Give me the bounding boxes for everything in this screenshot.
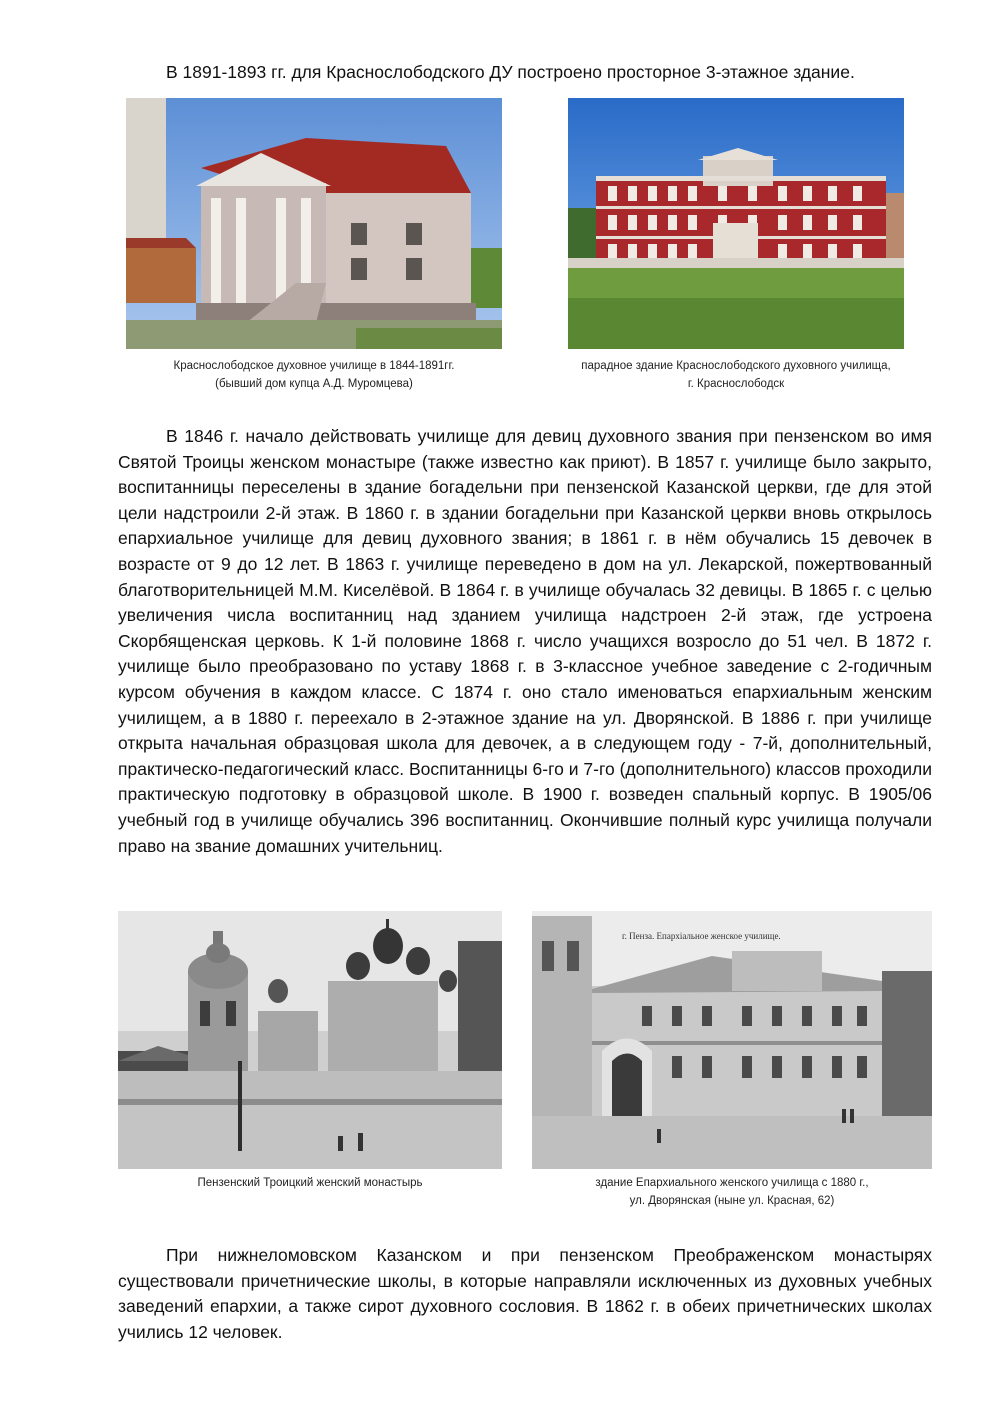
photo-old-school <box>126 98 502 349</box>
caption-line-1: здание Епархиального женского училища с 1880 г., <box>595 1177 869 1189</box>
caption-line-1: Краснослободское духовное училище в 1844-1891гг. <box>173 360 455 372</box>
caption-photo-eparchial-school <box>522 1174 942 1210</box>
caption-line-1: парадное здание Краснослободского духовного училища, <box>581 360 891 372</box>
paragraph-history: В 1846 г. начало действовать училище для девиц духовного звания при пензенском во имя Святой Троицы женском монастыре (также известно как приют). В 1857 г. училище было закрыто, воспитанницы переселены в здание богадельни при пензенской Казанской церкви, где для этой цели надстроили 2-й этаж. В 1860 г. в здании богадельни при Казанской церкви вновь открылось епархиальное училище для девиц духовного звания; в 1861 г. в нём обучались 15 девочек в возрасте от 9 до 12 лет. В 1863 г. училище переведено в дом на ул. Лекарской, пожертвованный благотворительницей М.М. Киселёвой. В 1864 г. в училище обучалась 32 девицы. В 1865 г. с целью увеличения числа воспитанниц над зданием училища надстроен 2-й этаж, где устроена Скорбященская церковь. К 1-й половине 1868 г. число учащихся возросло до 51 чел. В 1872 г. училище было преобразовано по уставу 1868 г. в 3-классное учебное заведение с 2-годичным курсом обучения в каждом классе. С 1874 г. оно стало именоваться епархиальным женским училищем, а в 1880 г. переехало в 2-этажное здание на ул. Дворянской. В 1886 г. при училище открыта начальная образцовая школа для девочек, а в следующем году - 7-й, дополнительный, практическо-педагогический класс. Воспитанницы 6-го и 7-го (дополнительного) классов проходили практическую подготовку в образцовой школе. В 1900 г. возведен спальный корпус. В 1905/06 учебный год в училище обучались 396 воспитанниц. Окончившие полный курс училища получали право на звание домашних учительниц. <box>118 426 932 856</box>
paragraph-schools: При нижнеломовском Казанском и при пензенском Преображенском монастырях существовали причетнические школы, в которые направляли исключенных из духовных учебных заведений епархии, а также сирот духовного сословия. В 1862 г. в обеих причетнических школах учились 12 человек. <box>118 1245 932 1342</box>
intro-line: В 1891-1893 гг. для Краснослободского ДУ построено просторное 3-этажное здание. <box>166 62 855 82</box>
photo-main-building <box>568 98 904 349</box>
photo-trinity-convent <box>118 911 502 1169</box>
caption-photo-trinity-convent <box>118 1174 502 1192</box>
caption-line-2: ул. Дворянская (ныне ул. Красная, 62) <box>629 1195 835 1207</box>
caption-line-1: Пензенский Троицкий женский монастырь <box>197 1177 423 1189</box>
caption-photo-main-building <box>548 357 924 393</box>
caption-line-2: (бывший дом купца А.Д. Муромцева) <box>215 378 413 390</box>
photo-eparchial-school <box>532 911 932 1169</box>
caption-line-2: г. Краснослободск <box>687 378 785 390</box>
caption-photo-old-school <box>126 357 502 393</box>
postcard-caption-text: г. Пенза. Епархіальное женское училище. <box>622 931 781 941</box>
